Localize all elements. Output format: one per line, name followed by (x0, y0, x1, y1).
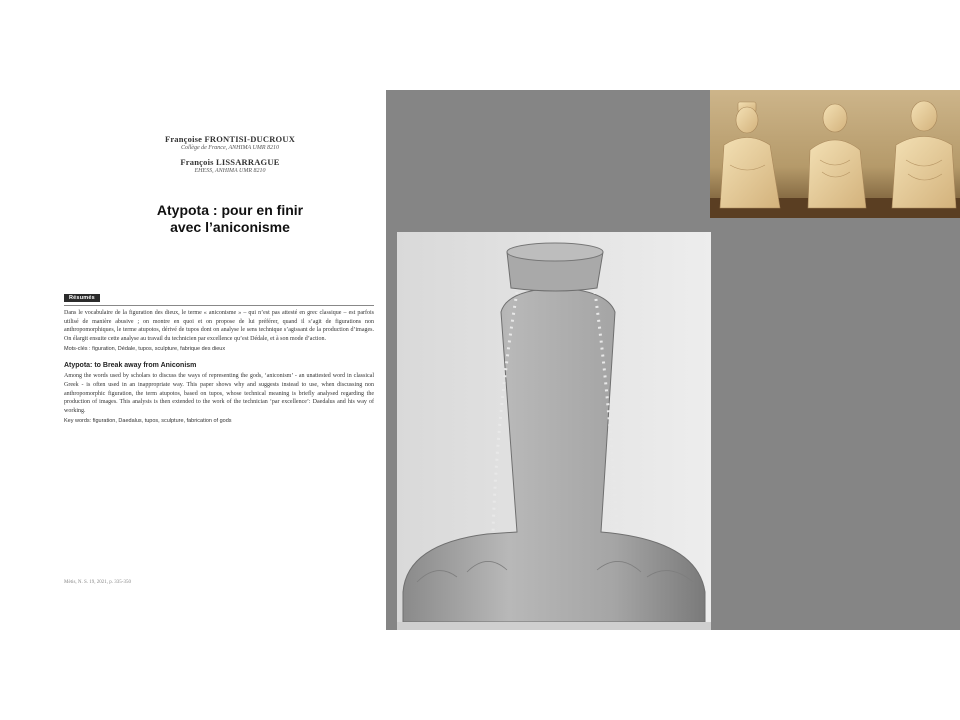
abstract-english-title: Atypota: to Break away from Aniconism (64, 362, 197, 370)
article-title (90, 202, 370, 236)
statues-photo (710, 90, 960, 218)
keywords-english: Key words: figuration, Daedalus, tupos, sculpture, fabrication of gods (64, 418, 232, 425)
abstract-french: Dans le vocabulaire de la figuration des dieux, le terme « aniconisme » – qui n’est pas attesté en grec classique – est parfois utilisé de manière abusive ; on montre en quoi et on propose de lui préférer, quand il s’agit de figurations non anthropomorphiques, le terme atupotos, dérivé de tupos dont on analyse le sens technique s’agissant de la production d’images. On élargit ensuite cette analyse au travail du technicien par excellence qu’est Dédale, et à son mode d’action. (64, 310, 374, 342)
author-affiliation-1: Collège de France, ANHIMA UMR 8210 (180, 145, 280, 151)
aniconic-object-photo (397, 232, 711, 630)
article-first-page (0, 0, 386, 720)
author-name-2: François LISSARRAGUE (180, 157, 280, 167)
author-name-1: Françoise FRONTISI-DUCROUX (164, 134, 296, 144)
abstract-english: Among the words used by scholars to discuss the ways of representing the gods, ‘aniconism’ - an unattested word in classical Greek - is often used in an inappropriate way. This paper shows why and suggests instead to use, when discussing non anthropomorphic figuration, the term atupotos, based on tupos, whose technical meaning is briefly analysed regarding the production of images. This analysis is then extended to the work of the technician ‘par excellence’: Daedalus and his way of working. (64, 373, 374, 414)
authors-block (100, 134, 360, 180)
keywords-french: Mots-clés : figuration, Dédale, tupos, sculpture, fabrique des dieux (64, 346, 226, 353)
divider (64, 305, 374, 306)
title-line-2: avec l’aniconisme (170, 219, 290, 235)
author-affiliation-2: EHESS, ANHIMA UMR 8210 (194, 168, 266, 174)
title-line-1: Atypota : pour en finir (156, 202, 304, 218)
citation: Mètis, N. S. 19, 2021, p. 335-350 (64, 580, 131, 585)
abstracts (64, 286, 374, 424)
resumes-badge: Résumés (64, 294, 100, 302)
